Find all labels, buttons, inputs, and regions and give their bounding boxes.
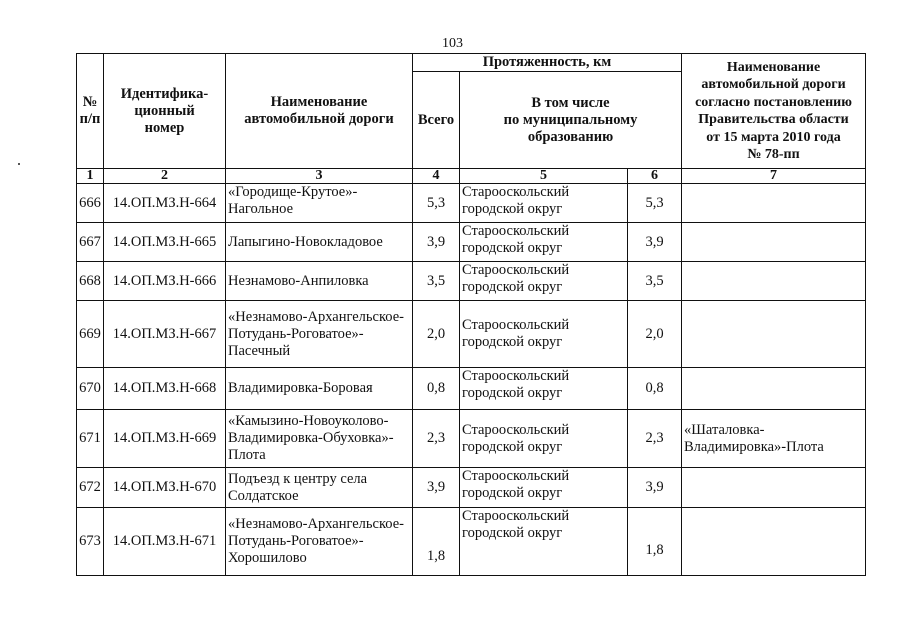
row-name: Лапыгино-Новокладовое bbox=[226, 223, 413, 262]
colnum: 3 bbox=[226, 169, 413, 184]
row-length: 3,9 bbox=[628, 223, 682, 262]
row-name: Подъезд к центру села Солдатское bbox=[226, 468, 413, 508]
row-municipality: Старооскольский городской округ bbox=[460, 262, 628, 301]
colnum: 2 bbox=[104, 169, 226, 184]
colnum: 1 bbox=[77, 169, 104, 184]
row-no: 671 bbox=[77, 410, 104, 468]
row-length: 3,5 bbox=[628, 262, 682, 301]
header-resolution: Наименование автомобильной дороги согласно постановлению Правительства области от 15 марта 2010 года № 78-пп bbox=[682, 54, 866, 169]
header-length-group: Протяженность, км bbox=[413, 54, 682, 72]
row-length: 2,0 bbox=[628, 301, 682, 368]
column-numbers-row bbox=[77, 169, 866, 184]
table-row bbox=[77, 301, 866, 368]
row-resolution-name: «Шаталовка- Владимировка»-Плота bbox=[682, 410, 866, 468]
row-resolution-name bbox=[682, 184, 866, 223]
colnum: 7 bbox=[682, 169, 866, 184]
table-row bbox=[77, 368, 866, 410]
row-no: 667 bbox=[77, 223, 104, 262]
row-municipality: Старооскольский городской округ bbox=[460, 184, 628, 223]
roads-table bbox=[76, 53, 866, 576]
row-municipality: Старооскольский городской округ bbox=[460, 223, 628, 262]
row-total: 3,9 bbox=[413, 468, 460, 508]
row-municipality: Старооскольский городской округ bbox=[460, 508, 628, 576]
table-row bbox=[77, 508, 866, 576]
row-length: 2,3 bbox=[628, 410, 682, 468]
row-resolution-name bbox=[682, 262, 866, 301]
header-total: Всего bbox=[413, 72, 460, 169]
colnum: 4 bbox=[413, 169, 460, 184]
row-no: 670 bbox=[77, 368, 104, 410]
row-total: 2,3 bbox=[413, 410, 460, 468]
table-row bbox=[77, 223, 866, 262]
row-id: 14.ОП.МЗ.Н-664 bbox=[104, 184, 226, 223]
row-resolution-name bbox=[682, 301, 866, 368]
header-incl: В том числе по муниципальному образованию bbox=[460, 72, 682, 169]
row-name: «Городище-Крутое»- Нагольное bbox=[226, 184, 413, 223]
row-id: 14.ОП.МЗ.Н-666 bbox=[104, 262, 226, 301]
row-id: 14.ОП.МЗ.Н-665 bbox=[104, 223, 226, 262]
row-municipality: Старооскольский городской округ bbox=[460, 468, 628, 508]
table-row bbox=[77, 410, 866, 468]
table-row bbox=[77, 468, 866, 508]
row-no: 666 bbox=[77, 184, 104, 223]
row-name: «Незнамово-Архангельское- Потудань-Роговатое»- Пасечный bbox=[226, 301, 413, 368]
header-name: Наименование автомобильной дороги bbox=[226, 54, 413, 169]
row-resolution-name bbox=[682, 468, 866, 508]
colnum: 6 bbox=[628, 169, 682, 184]
row-id: 14.ОП.МЗ.Н-667 bbox=[104, 301, 226, 368]
page-number: 103 bbox=[442, 36, 463, 51]
row-id: 14.ОП.МЗ.Н-669 bbox=[104, 410, 226, 468]
row-municipality: Старооскольский городской округ bbox=[460, 368, 628, 410]
scan-speck bbox=[18, 163, 20, 165]
row-no: 673 bbox=[77, 508, 104, 576]
row-municipality: Старооскольский городской округ bbox=[460, 410, 628, 468]
row-total: 3,5 bbox=[413, 262, 460, 301]
header-no: № п/п bbox=[77, 54, 104, 169]
table-row bbox=[77, 184, 866, 223]
row-resolution-name bbox=[682, 508, 866, 576]
row-id: 14.ОП.МЗ.Н-671 bbox=[104, 508, 226, 576]
colnum: 5 bbox=[460, 169, 628, 184]
row-total: 2,0 bbox=[413, 301, 460, 368]
header-id: Идентифика- ционный номер bbox=[104, 54, 226, 169]
row-name: «Незнамово-Архангельское- Потудань-Роговатое»- Хорошилово bbox=[226, 508, 413, 576]
row-name: Владимировка-Боровая bbox=[226, 368, 413, 410]
row-no: 668 bbox=[77, 262, 104, 301]
row-id: 14.ОП.МЗ.Н-670 bbox=[104, 468, 226, 508]
row-resolution-name bbox=[682, 223, 866, 262]
row-resolution-name bbox=[682, 368, 866, 410]
row-total: 3,9 bbox=[413, 223, 460, 262]
row-length: 1,8 bbox=[628, 508, 682, 576]
row-name: «Камызино-Новоуколово- Владимировка-Обуховка»- Плота bbox=[226, 410, 413, 468]
row-id: 14.ОП.МЗ.Н-668 bbox=[104, 368, 226, 410]
row-no: 669 bbox=[77, 301, 104, 368]
row-length: 3,9 bbox=[628, 468, 682, 508]
row-municipality: Старооскольский городской округ bbox=[460, 301, 628, 368]
row-total: 5,3 bbox=[413, 184, 460, 223]
row-name: Незнамово-Анпиловка bbox=[226, 262, 413, 301]
row-length: 0,8 bbox=[628, 368, 682, 410]
row-no: 672 bbox=[77, 468, 104, 508]
row-length: 5,3 bbox=[628, 184, 682, 223]
row-total: 1,8 bbox=[413, 508, 460, 576]
table-row bbox=[77, 262, 866, 301]
row-total: 0,8 bbox=[413, 368, 460, 410]
